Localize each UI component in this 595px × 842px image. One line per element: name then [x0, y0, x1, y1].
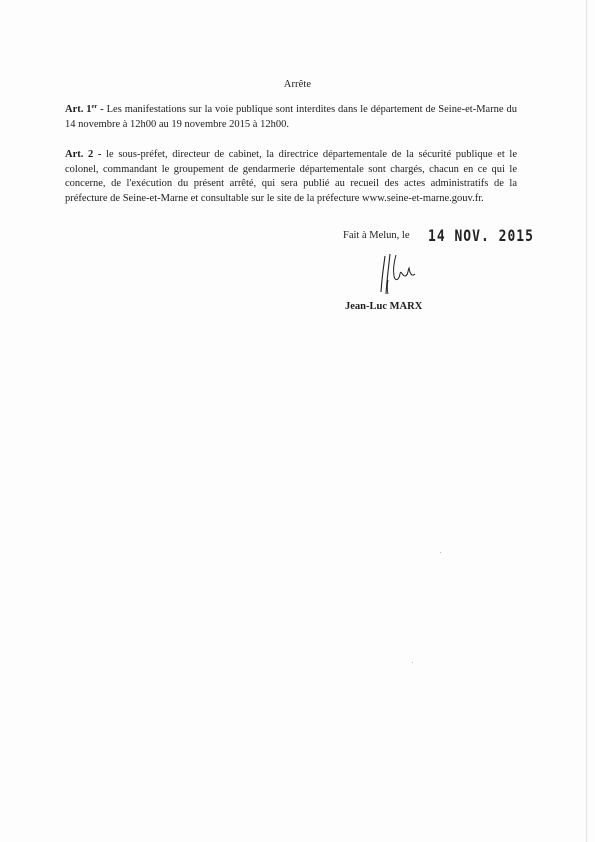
article-1: [65, 103, 517, 132]
signer-name: Jean-Luc MARX: [345, 301, 423, 312]
document-title: Arrête: [283, 79, 312, 90]
scan-edge-line: [586, 0, 587, 842]
handwritten-signature: [378, 252, 418, 296]
article-2-text: le sous-préfet, directeur de cabinet, la directrice départementale de la sécurité publique et le colonel, commandant le groupement de gendarmerie départementale sont chargés, chacun en ce qui le concerne, de l'exécution du présent arrêté, qui sera publié au recueil des actes administratifs de la préfecture de Seine-et-Marne et consultable sur le site de la préfecture www.seine-et-marne.gouv.fr.: [65, 149, 517, 204]
article-2-label: Art. 2 -: [65, 149, 107, 160]
place-line: Fait à Melun, le: [343, 230, 410, 241]
article-1-label: Art. 1er -: [65, 103, 107, 115]
date-stamp: 14 NOV. 2015: [428, 227, 534, 246]
article-2: [65, 148, 517, 206]
scan-speck: [412, 662, 413, 663]
article-1-text: Les manifestations sur la voie publique sont interdites dans le département de Seine-et-Marne du 14 novembre à 12h00 au 19 novembre 2015 à 12h00.: [65, 104, 518, 130]
scan-speck: [440, 552, 441, 553]
